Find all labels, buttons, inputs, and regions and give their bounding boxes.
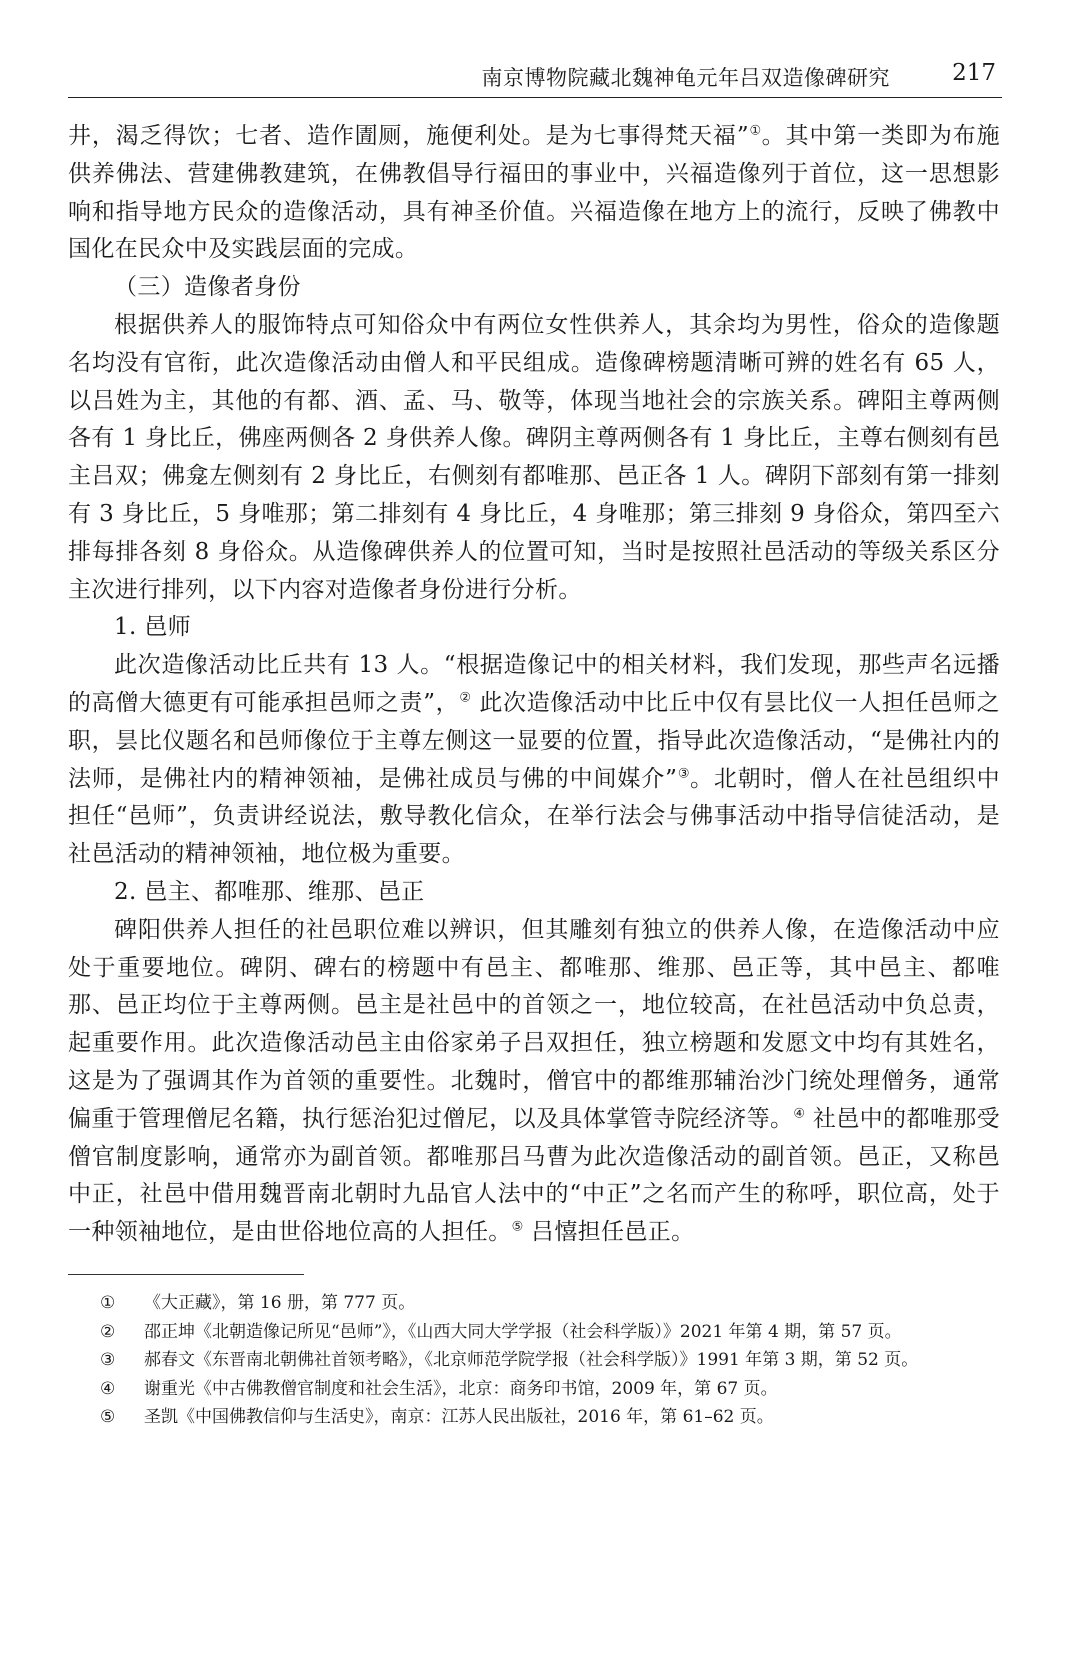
text-run: 。其中第一类即为布施供养佛法、营建佛教建筑，在佛教倡导行福田的事业中，兴福造像列于首位，这一思想影响和指导地方民众的造像活动，具有神圣价值。兴福造像在地方上的流行，反映了佛教中国化在民众中及实践层面的完成。 (68, 123, 1001, 263)
paragraph-continued (68, 118, 1000, 269)
footnote-text: 邵正坤《北朝造像记所见“邑师”》，《山西大同大学学报（社会科学版）》2021 年第 4 期，第 57 页。 (144, 1321, 902, 1342)
footnote-text: 谢重光《中古佛教僧官制度和社会生活》，北京：商务印书馆，2009 年，第 67 页。 (144, 1378, 778, 1399)
footnote-5 (100, 1403, 1000, 1432)
footnote-ref-1[interactable]: ① (748, 123, 762, 139)
footnote-text: 《大正藏》，第 16 册，第 777 页。 (144, 1293, 416, 1313)
footnote-1 (100, 1289, 1000, 1318)
text-run: 社邑中的都唯那受僧官制度影响，通常亦为副首领。都唯那吕马曹为此次造像活动的副首领。邑正，又称邑中正，社邑中借用魏晋南北朝时九品官人法中的“中正”之名而产生的称呼，职位高，处于一种领袖地位，是由世俗地位高的人担任。 (68, 1105, 1001, 1246)
main-text (68, 118, 1000, 1252)
footnote-ref-5[interactable]: ⑤ (511, 1219, 524, 1235)
paragraph-yizhu (68, 912, 1000, 1252)
text-run: 。北朝时，僧人在社邑组织中担任“邑师”，负责讲经说法，敷导教化信众，在举行法会与佛事活动中指导信徒活动，是社邑活动的精神领袖，地位极为重要。 (68, 765, 1001, 868)
footnote-mark: ③ (100, 1350, 116, 1370)
footnotes (100, 1289, 1000, 1432)
text-run: 吕憘担任邑正。 (523, 1219, 695, 1246)
footnote-2 (100, 1318, 1000, 1347)
footnote-mark: ④ (100, 1378, 116, 1399)
text-run: 井，渴乏得饮；七者、造作圊厕，施便利处。是为七事得梵天福” (68, 123, 749, 149)
footnote-ref-3[interactable]: ③ (677, 765, 691, 781)
footnote-rule (68, 1274, 304, 1275)
text-run: 此次造像活动比丘共有 13 人。“根据造像记中的相关材料，我们发现，那些声名远播的高僧大德更有可能承担邑师之责”， (68, 652, 1000, 716)
running-head (68, 58, 1002, 98)
footnote-ref-2[interactable]: ② (459, 690, 472, 706)
footnote-3 (100, 1346, 1000, 1375)
page-number: 217 (952, 60, 996, 86)
section-heading-identity: （三）造像者身份 (114, 274, 301, 301)
footnote-mark: ① (100, 1293, 116, 1313)
footnote-text: 郝春文《东晋南北朝佛社首领考略》，《北京师范学院学报（社会科学版）》1991 年第 3 期，第 52 页。 (144, 1350, 919, 1370)
footnote-ref-4[interactable]: ④ (793, 1106, 806, 1122)
header-rule (68, 97, 1002, 98)
footnote-mark: ② (100, 1321, 116, 1342)
footnote-4 (100, 1375, 1000, 1404)
text-run: 碑阳供养人担任的社邑职位难以辨识，但其雕刻有独立的供养人像，在造像活动中应处于重要地位。碑阴、碑右的榜题中有邑主、都唯那、维那、邑正等，其中邑主、都唯那、邑正均位于主尊两侧。邑主是社邑中的首领之一，地位较高，在社邑活动中负总责，起重要作用。此次造像活动邑主由俗家弟子吕双担任，独立榜题和发愿文中均有其姓名，这是为了强调其作为首领的重要性。北魏时，僧官中的都维那辅治沙门统处理僧务，通常偏重于管理僧尼名籍，执行惩治犯过僧尼，以及具体掌管寺院经济等。 (68, 916, 1000, 1132)
subheading-yizhu: 2. 邑主、都唯那、维那、邑正 (114, 878, 425, 905)
footnote-mark: ⑤ (100, 1407, 116, 1427)
text-run: 此次造像活动中比丘中仅有昙比仪一人担任邑师之职，昙比仪题名和邑师像位于主尊左侧这一显要的位置，指导此次造像活动，“是佛社内的法师，是佛社内的精神领袖，是佛社成员与佛的中间媒介” (68, 689, 1000, 792)
subheading-yishi: 1. 邑师 (114, 614, 192, 641)
paragraph-donors: 根据供养人的服饰特点可知俗众中有两位女性供养人，其余均为男性，俗众的造像题名均没有官衔，此次造像活动由僧人和平民组成。造像碑榜题清晰可辨的姓名有 65 人，以吕姓为主，其他的有都、酒、孟、马、敬等，体现当地社会的宗族关系。碑阳主尊两侧各有 1 身比丘，佛座两侧各 2 身供养人像。碑阴主尊两侧各有 1 身比丘，主尊右侧刻有邑主吕双；佛龛左侧刻有 2 身比丘，右侧刻有都唯那、邑正各 1 人。碑阴下部刻有第一排刻有 3 身比丘，5 身唯那；第二排刻有 4 身比丘，4 身唯那；第三排刻 9 身俗众，第四至六排每排各刻 8 身俗众。从造像碑供养人的位置可知，当时是按照社邑活动的等级关系区分主次进行排列，以下内容对造像者身份进行分析。 (68, 311, 1000, 603)
running-head-title: 南京博物院藏北魏神龟元年吕双造像碑研究 (481, 66, 890, 90)
footnote-text: 圣凯《中国佛教信仰与生活史》，南京：江苏人民出版社，2016 年，第 61–62 页。 (144, 1407, 774, 1427)
paragraph-yishi (68, 647, 1000, 874)
